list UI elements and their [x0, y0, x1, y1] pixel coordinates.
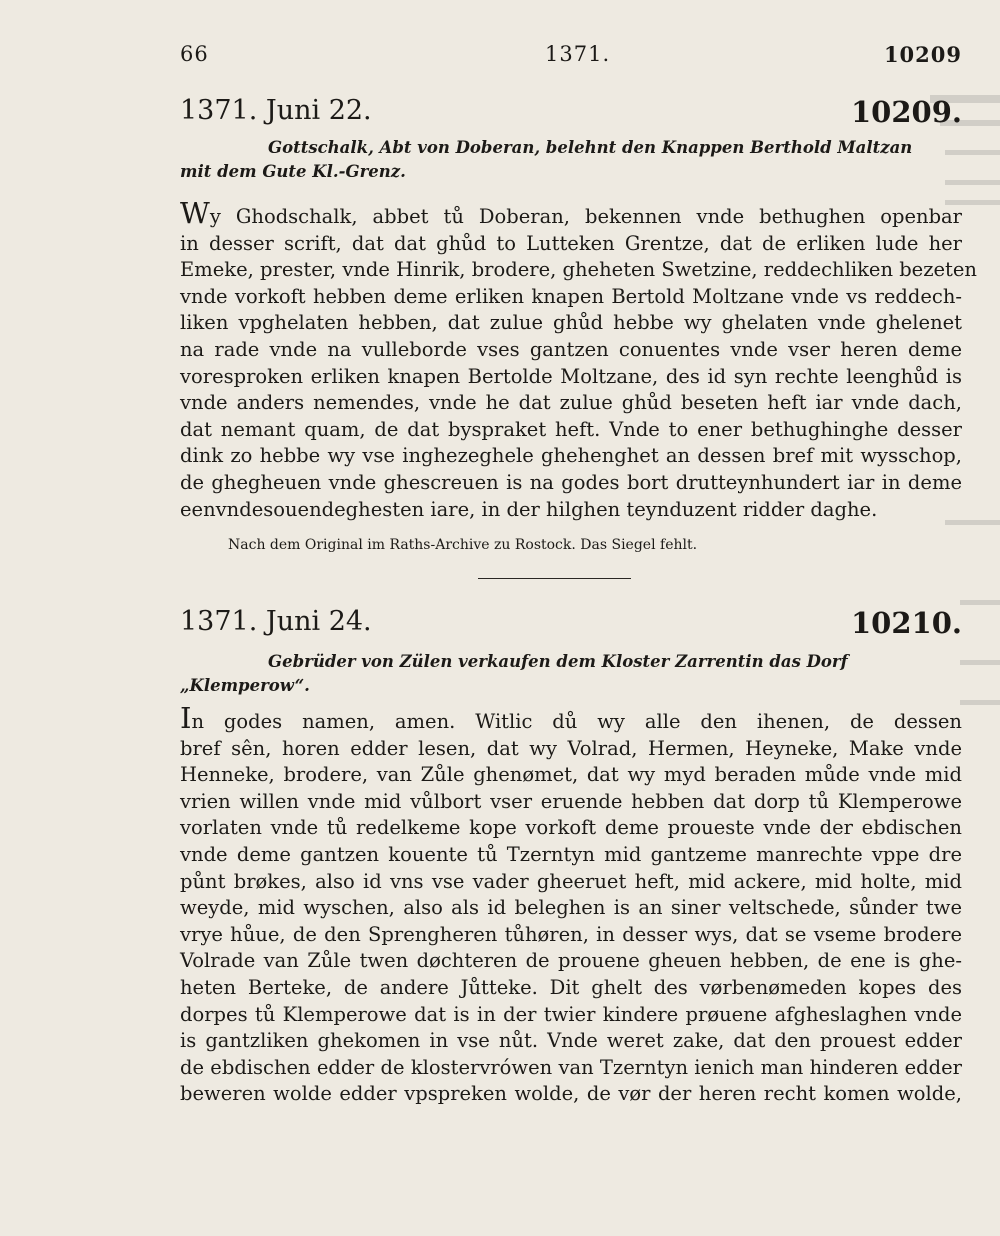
- entry-summary: [180, 136, 962, 184]
- text-line: liken vpghelaten hebben, dat zulue ghůd hebbe wy ghelaten vnde ghelenet: [180, 311, 962, 335]
- text-line: vrien willen vnde mid vůlbort vser eruende hebben dat dorp tů Klemperowe: [180, 789, 962, 813]
- text-line: Emeke, prester, vnde Hinrik, brodere, gheheten Swetzine, reddechliken bezeten: [180, 258, 977, 282]
- text-line: vnde vorkoft hebben deme erliken knapen Bertold Moltzane vnde vs reddech-: [180, 284, 962, 308]
- source-note: Nach dem Original im Raths-Archive zu Rostock. Das Siegel fehlt.: [228, 537, 698, 553]
- text-line: in desser scrift, dat dat ghůd to Lutteken Grentze, dat de erliken lude her: [180, 231, 962, 255]
- text-line: de ebdischen edder de klostervrówen van Tzerntyn ienich man hinderen edder: [180, 1055, 962, 1079]
- summary-line: Gebrüder von Zülen verkaufen dem Kloster Zarrentin das Dorf: [268, 652, 848, 671]
- text-line: de ghegheuen vnde ghescreuen is na godes bort drutteynhundert iar in deme: [180, 470, 962, 494]
- text-line: vnde anders nemendes, vnde he dat zulue ghůd beseten heft iar vnde dach,: [180, 391, 962, 415]
- text-line: bref sên, horen edder lesen, dat wy Volrad, Hermen, Heyneke, Make vnde: [180, 736, 962, 760]
- entry-heading: [180, 95, 962, 135]
- section-divider: [478, 578, 631, 579]
- text-line: eenvndesouendeghesten iare, in der hilghen teynduzent ridder daghe.: [180, 497, 878, 521]
- text-line: heten Berteke, de andere Jůtteke. Dit ghelt des vørbenømeden kopes des: [180, 975, 962, 999]
- initial-letter: I: [180, 701, 192, 735]
- text-line: vnde deme gantzen kouente tů Tzerntyn mid gantzeme manrechte vppe dre: [180, 842, 962, 866]
- text-line: vorlaten vnde tů redelkeme kope vorkoft deme proueste vnde der ebdischen: [180, 816, 962, 840]
- text-line: Wy Ghodschalk, abbet tů Doberan, bekennen vnde bethughen openbar: [180, 196, 962, 230]
- text-line: vrye hůue, de den Sprengheren tůhøren, in desser wys, dat se vseme brodere: [180, 922, 962, 946]
- entry-number: 10209.: [851, 95, 962, 129]
- text-line: dorpes tů Klemperowe dat is in der twier kindere prøuene afgheslaghen vnde: [180, 1002, 962, 1026]
- charter-text: [180, 196, 977, 523]
- summary-line: mit dem Gute Kl.-Grenz.: [180, 162, 406, 181]
- text-line: dat nemant quam, de dat byspraket heft. Vnde to ener bethughinghe desser: [180, 417, 962, 441]
- entry-summary: [180, 650, 962, 698]
- running-year: 1371.: [545, 42, 611, 66]
- page-number: 66: [180, 42, 209, 66]
- entry-number: 10210.: [851, 606, 962, 640]
- text-line: Henneke, brodere, van Zůle ghenømet, dat wy myd beraden můde vnde mid: [180, 763, 962, 787]
- summary-line: Gottschalk, Abt von Doberan, belehnt den Knappen Berthold Maltzan: [268, 138, 913, 157]
- text-line: In godes namen, amen. Witlic dů wy alle den ihenen, de dessen: [180, 701, 962, 735]
- entry-heading: [180, 606, 962, 646]
- text-line: is gantzliken ghekomen in vse nůt. Vnde weret zake, dat den prouest edder: [180, 1029, 962, 1053]
- entry-date: 1371. Juni 24.: [180, 606, 372, 637]
- text-line: Volrade van Zůle twen døchteren de prouene gheuen hebben, de ene is ghe-: [180, 949, 962, 973]
- text-line: půnt brøkes, also id vns vse vader gheeruet heft, mid ackere, mid holte, mid: [180, 869, 962, 893]
- text-line: weyde, mid wyschen, also als id beleghen is an siner veltschede, sůnder twe: [180, 896, 962, 920]
- running-head: [180, 42, 962, 72]
- entry-date: 1371. Juni 22.: [180, 95, 372, 126]
- summary-line: „Klemperow“.: [180, 676, 310, 695]
- charter-text: [180, 701, 962, 1108]
- text-line: na rade vnde na vulleborde vses gantzen conuentes vnde vser heren deme: [180, 337, 962, 361]
- text-line: voresproken erliken knapen Bertolde Moltzane, des id syn rechte leenghůd is: [180, 364, 962, 388]
- text-line: beweren wolde edder vpspreken wolde, de vør der heren recht komen wolde,: [180, 1082, 962, 1106]
- text-line: dink zo hebbe wy vse inghezeghele ghehenghet an dessen bref mit wysschop,: [180, 444, 962, 468]
- initial-letter: W: [180, 196, 210, 230]
- running-document-number: 10209: [883, 42, 962, 67]
